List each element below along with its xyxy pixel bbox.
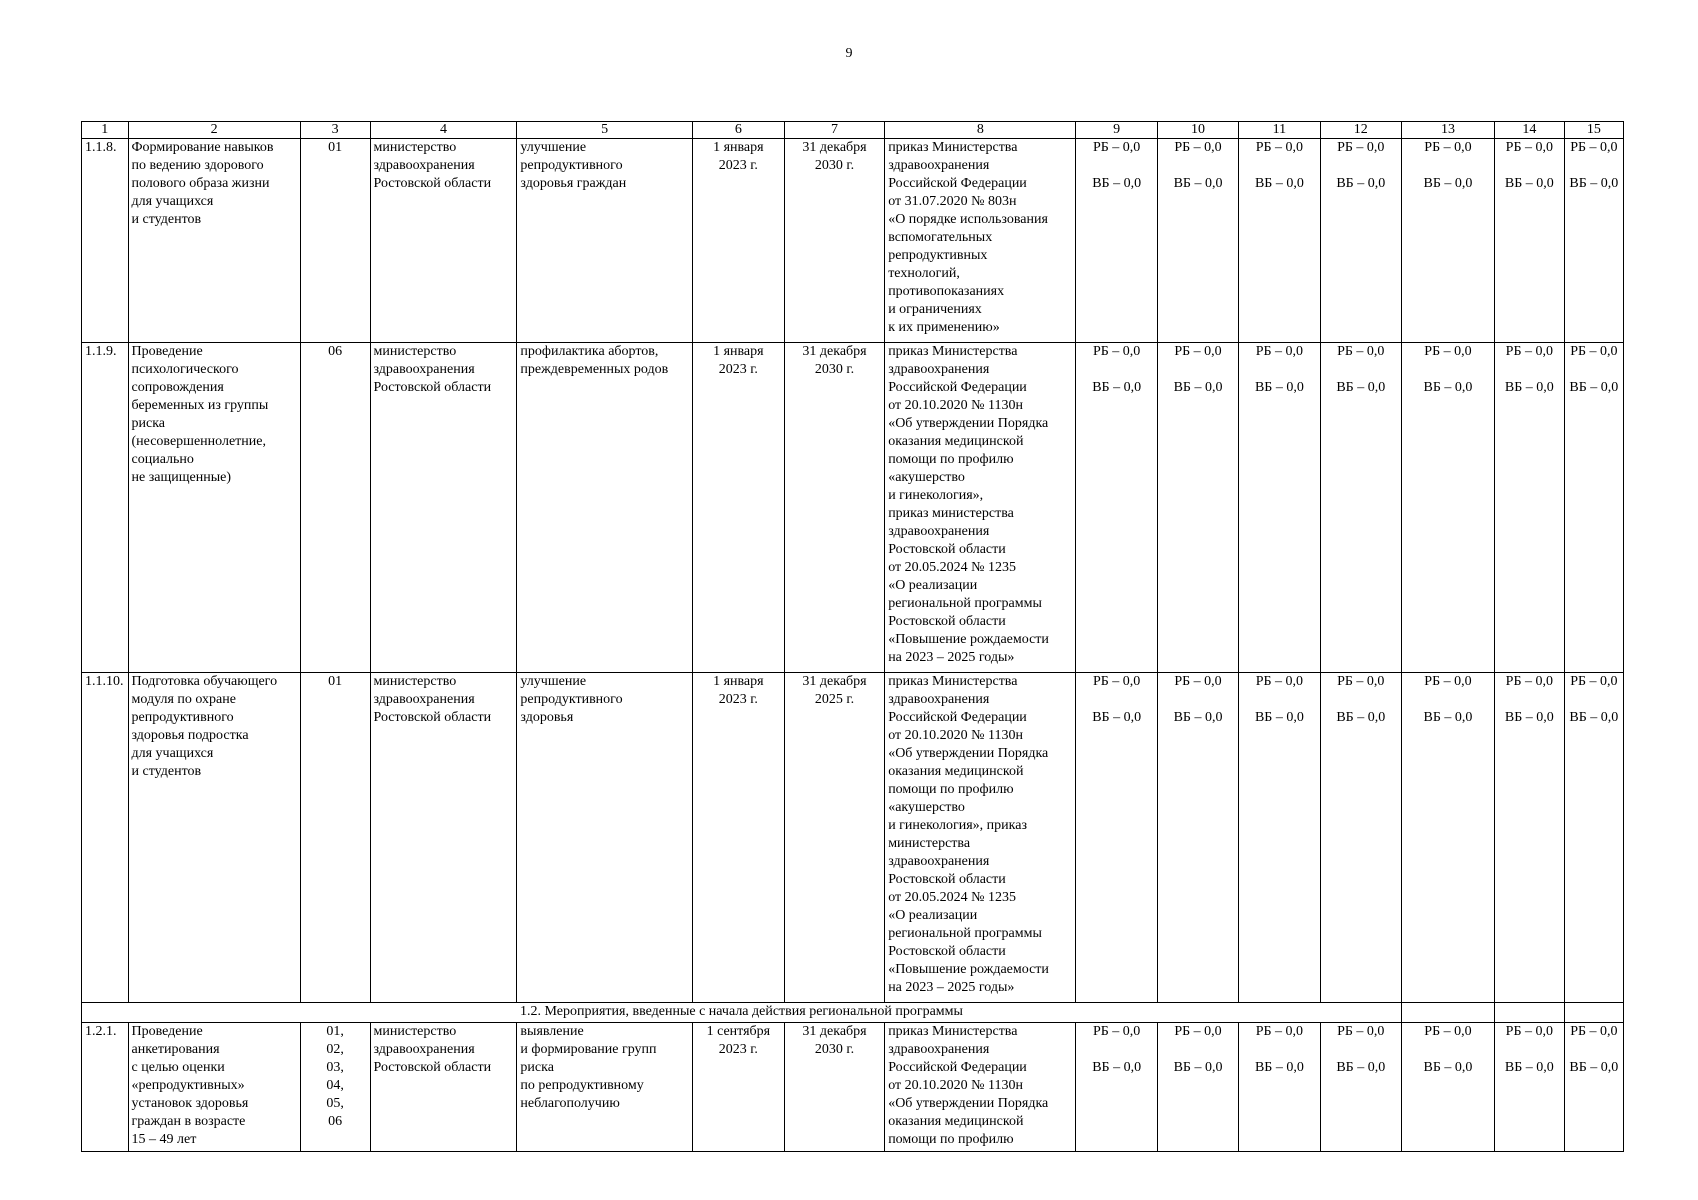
funding-rb: РБ – 0,0 xyxy=(1092,1024,1141,1039)
empty-cell xyxy=(1401,1003,1494,1023)
item-start-date: 1 сентября 2023 г. xyxy=(692,1023,784,1152)
funding-vb: ВБ – 0,0 xyxy=(1504,710,1554,725)
item-result: улучшение репродуктивного здоровья граждан xyxy=(517,139,692,343)
item-name: Проведение анкетирования с целью оценки «репродуктивных» установок здоровья граждан в возрасте 15 – 49 лет xyxy=(128,1023,300,1152)
item-start-date: 1 января 2023 г. xyxy=(692,343,784,673)
funding-cell xyxy=(1564,1023,1623,1152)
funding-vb: ВБ – 0,0 xyxy=(1173,380,1223,395)
funding-cell xyxy=(1494,1023,1564,1152)
program-table xyxy=(81,121,1624,1152)
item-executor: министерство здравоохранения Ростовской области xyxy=(370,343,517,673)
item-end-date: 31 декабря 2030 г. xyxy=(784,139,884,343)
funding-cell xyxy=(1320,1023,1401,1152)
funding-vb: ВБ – 0,0 xyxy=(1336,710,1386,725)
funding-rb: РБ – 0,0 xyxy=(1424,1024,1472,1039)
column-header: 15 xyxy=(1564,122,1623,139)
funding-rb: РБ – 0,0 xyxy=(1174,140,1222,155)
item-name: Проведение психологического сопровождения беременных из группы риска (несовершеннолетние, социально не защищенные) xyxy=(128,343,300,673)
column-header: 13 xyxy=(1401,122,1494,139)
funding-cell xyxy=(1076,343,1157,673)
funding-cell xyxy=(1320,139,1401,343)
funding-cell xyxy=(1239,343,1320,673)
funding-cell xyxy=(1564,673,1623,1003)
column-header: 5 xyxy=(517,122,692,139)
funding-cell xyxy=(1076,1023,1157,1152)
column-header: 9 xyxy=(1076,122,1157,139)
item-executor: министерство здравоохранения Ростовской области xyxy=(370,139,517,343)
funding-vb: ВБ – 0,0 xyxy=(1336,1060,1386,1075)
funding-vb: ВБ – 0,0 xyxy=(1569,710,1619,725)
funding-vb: ВБ – 0,0 xyxy=(1423,710,1473,725)
funding-cell xyxy=(1494,139,1564,343)
funding-cell xyxy=(1157,1023,1238,1152)
funding-cell xyxy=(1076,673,1157,1003)
funding-rb: РБ – 0,0 xyxy=(1174,1024,1222,1039)
table-row xyxy=(82,139,1624,343)
item-end-date: 31 декабря 2030 г. xyxy=(784,1023,884,1152)
item-number: 1.1.9. xyxy=(82,343,129,673)
item-code: 01 xyxy=(300,673,370,1003)
column-header: 8 xyxy=(885,122,1076,139)
funding-rb: РБ – 0,0 xyxy=(1424,140,1472,155)
funding-rb: РБ – 0,0 xyxy=(1174,344,1222,359)
funding-cell xyxy=(1320,343,1401,673)
item-result: профилактика абортов, преждевременных родов xyxy=(517,343,692,673)
funding-vb: ВБ – 0,0 xyxy=(1569,380,1619,395)
funding-vb: ВБ – 0,0 xyxy=(1092,380,1142,395)
item-code: 01, 02, 03, 04, 05, 06 xyxy=(300,1023,370,1152)
funding-cell xyxy=(1564,139,1623,343)
funding-vb: ВБ – 0,0 xyxy=(1092,176,1142,191)
funding-cell xyxy=(1239,1023,1320,1152)
funding-rb: РБ – 0,0 xyxy=(1505,674,1553,689)
empty-cell xyxy=(1564,1003,1623,1023)
item-number: 1.2.1. xyxy=(82,1023,129,1152)
funding-rb: РБ – 0,0 xyxy=(1337,1024,1385,1039)
funding-vb: ВБ – 0,0 xyxy=(1254,380,1304,395)
funding-rb: РБ – 0,0 xyxy=(1505,140,1553,155)
funding-vb: ВБ – 0,0 xyxy=(1173,710,1223,725)
item-number: 1.1.8. xyxy=(82,139,129,343)
funding-rb: РБ – 0,0 xyxy=(1570,1024,1618,1039)
column-header: 11 xyxy=(1239,122,1320,139)
funding-cell xyxy=(1401,1023,1494,1152)
funding-rb: РБ – 0,0 xyxy=(1255,140,1304,155)
item-code: 06 xyxy=(300,343,370,673)
funding-vb: ВБ – 0,0 xyxy=(1423,380,1473,395)
column-header: 4 xyxy=(370,122,517,139)
section-heading-row xyxy=(82,1003,1624,1023)
funding-rb: РБ – 0,0 xyxy=(1570,140,1618,155)
column-header: 12 xyxy=(1320,122,1401,139)
item-result: выявление и формирование групп риска по репродуктивному неблагополучию xyxy=(517,1023,692,1152)
funding-cell xyxy=(1157,673,1238,1003)
item-result: улучшение репродуктивного здоровья xyxy=(517,673,692,1003)
column-header: 10 xyxy=(1157,122,1238,139)
column-number-row xyxy=(82,122,1624,139)
funding-rb: РБ – 0,0 xyxy=(1505,1024,1553,1039)
funding-cell xyxy=(1401,139,1494,343)
funding-rb: РБ – 0,0 xyxy=(1255,674,1304,689)
funding-vb: ВБ – 0,0 xyxy=(1336,176,1386,191)
funding-cell xyxy=(1239,139,1320,343)
column-header: 6 xyxy=(692,122,784,139)
funding-vb: ВБ – 0,0 xyxy=(1569,176,1619,191)
item-end-date: 31 декабря 2025 г. xyxy=(784,673,884,1003)
funding-cell xyxy=(1239,673,1320,1003)
item-name: Формирование навыков по ведению здорового полового образа жизни для учащихся и студентов xyxy=(128,139,300,343)
item-basis: приказ Министерства здравоохранения Российской Федерации от 31.07.2020 № 803н «О порядке использования вспомогательных репродуктивных технологий, противопоказаниях и ограничениях к их применению» xyxy=(885,139,1076,343)
funding-vb: ВБ – 0,0 xyxy=(1504,380,1554,395)
column-header: 2 xyxy=(128,122,300,139)
funding-cell xyxy=(1564,343,1623,673)
funding-rb: РБ – 0,0 xyxy=(1570,344,1618,359)
column-header: 3 xyxy=(300,122,370,139)
funding-vb: ВБ – 0,0 xyxy=(1254,1060,1304,1075)
column-header: 14 xyxy=(1494,122,1564,139)
item-start-date: 1 января 2023 г. xyxy=(692,139,784,343)
funding-vb: ВБ – 0,0 xyxy=(1423,176,1473,191)
funding-cell xyxy=(1401,673,1494,1003)
item-executor: министерство здравоохранения Ростовской области xyxy=(370,673,517,1003)
funding-rb: РБ – 0,0 xyxy=(1337,674,1385,689)
table-row xyxy=(82,1023,1624,1152)
funding-vb: ВБ – 0,0 xyxy=(1173,1060,1223,1075)
funding-cell xyxy=(1076,139,1157,343)
item-end-date: 31 декабря 2030 г. xyxy=(784,343,884,673)
funding-rb: РБ – 0,0 xyxy=(1505,344,1553,359)
item-start-date: 1 января 2023 г. xyxy=(692,673,784,1003)
funding-vb: ВБ – 0,0 xyxy=(1173,176,1223,191)
funding-rb: РБ – 0,0 xyxy=(1337,344,1385,359)
item-executor: министерство здравоохранения Ростовской области xyxy=(370,1023,517,1152)
column-header: 1 xyxy=(82,122,129,139)
table-row xyxy=(82,673,1624,1003)
funding-rb: РБ – 0,0 xyxy=(1337,140,1385,155)
empty-cell xyxy=(1494,1003,1564,1023)
item-basis: приказ Министерства здравоохранения Российской Федерации от 20.10.2020 № 1130н «Об утверждении Порядка оказания медицинской помощи по профилю «акушерство и гинекология», приказ министерства здравоохранения Ростовской области от 20.05.2024 № 1235 «О реализации региональной программы Ростовской области «Повышение рождаемости на 2023 – 2025 годы» xyxy=(885,673,1076,1003)
funding-vb: ВБ – 0,0 xyxy=(1504,1060,1554,1075)
funding-rb: РБ – 0,0 xyxy=(1092,674,1141,689)
funding-rb: РБ – 0,0 xyxy=(1092,140,1141,155)
funding-rb: РБ – 0,0 xyxy=(1255,1024,1304,1039)
funding-vb: ВБ – 0,0 xyxy=(1254,176,1304,191)
column-header: 7 xyxy=(784,122,884,139)
funding-vb: ВБ – 0,0 xyxy=(1423,1060,1473,1075)
funding-rb: РБ – 0,0 xyxy=(1255,344,1304,359)
item-name: Подготовка обучающего модуля по охране репродуктивного здоровья подростка для учащихся и студентов xyxy=(128,673,300,1003)
funding-vb: ВБ – 0,0 xyxy=(1336,380,1386,395)
funding-cell xyxy=(1320,673,1401,1003)
funding-rb: РБ – 0,0 xyxy=(1424,344,1472,359)
funding-vb: ВБ – 0,0 xyxy=(1504,176,1554,191)
section-title: 1.2. Мероприятия, введенные с начала действия региональной программы xyxy=(82,1003,1402,1023)
item-basis: приказ Министерства здравоохранения Российской Федерации от 20.10.2020 № 1130н «Об утверждении Порядка оказания медицинской помощи по профилю «акушерство и гинекология», приказ министерства здравоохранения Ростовской области от 20.05.2024 № 1235 «О реализации региональной программы Ростовской области «Повышение рождаемости на 2023 – 2025 годы» xyxy=(885,343,1076,673)
funding-rb: РБ – 0,0 xyxy=(1570,674,1618,689)
page-number: 9 xyxy=(845,46,853,61)
funding-rb: РБ – 0,0 xyxy=(1092,344,1141,359)
funding-rb: РБ – 0,0 xyxy=(1424,674,1472,689)
table-row xyxy=(82,343,1624,673)
item-code: 01 xyxy=(300,139,370,343)
funding-vb: ВБ – 0,0 xyxy=(1092,1060,1142,1075)
funding-cell xyxy=(1157,343,1238,673)
funding-vb: ВБ – 0,0 xyxy=(1092,710,1142,725)
item-number: 1.1.10. xyxy=(82,673,129,1003)
funding-vb: ВБ – 0,0 xyxy=(1569,1060,1619,1075)
item-basis: приказ Министерства здравоохранения Российской Федерации от 20.10.2020 № 1130н «Об утверждении Порядка оказания медицинской помощи по профилю xyxy=(885,1023,1076,1152)
funding-rb: РБ – 0,0 xyxy=(1174,674,1222,689)
funding-cell xyxy=(1494,673,1564,1003)
funding-vb: ВБ – 0,0 xyxy=(1254,710,1304,725)
funding-cell xyxy=(1494,343,1564,673)
funding-cell xyxy=(1401,343,1494,673)
funding-cell xyxy=(1157,139,1238,343)
